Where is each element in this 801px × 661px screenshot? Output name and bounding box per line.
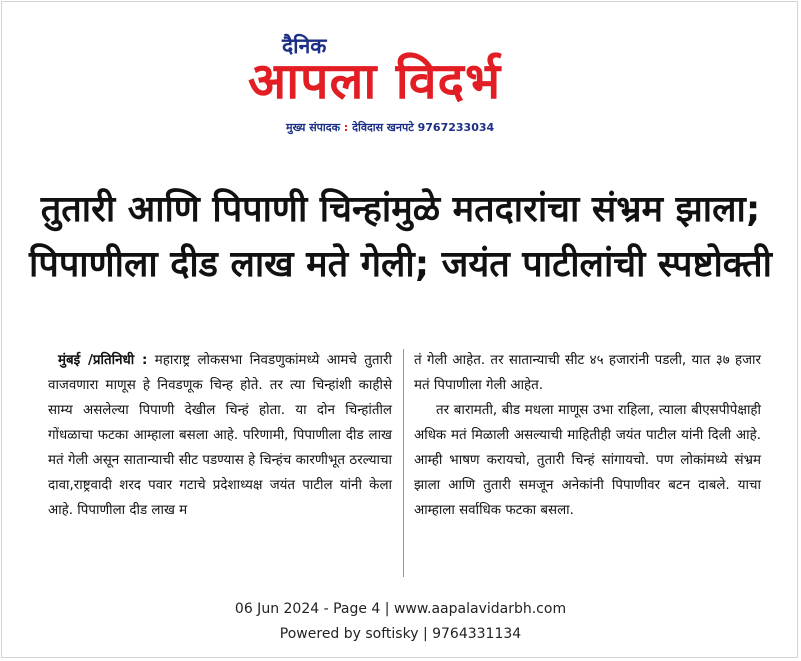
masthead-editor-line — [286, 122, 494, 133]
editor-name: देविदास खनपटे 9767233034 — [352, 121, 495, 134]
article-text: महाराष्ट्र लोकसभा निवडणुकांमध्ये आमचे तुतारी वाजवणारा माणूस हे निवडणूक चिन्ह होते. तर त्या चिन्हांशी काहीसे साम्य असलेल्या पिपाणी देखील चिन्हं होता. या दोन चिन्हांतील गोंधळाचा फटका आम्हाला बसला आहे. परिणामी, पिपाणीला दीड लाख मतं गेली असून सातान्याची सीट पडण्यास हे चिन्हंच कारणीभूत ठरल्याचा दावा,राष्ट्रवादी शरद पवार गटाचे प्रदेशाध्यक्ष जयंत पाटील यांनी केला आहे. पिपाणीला दीड लाख म — [48, 353, 392, 518]
editor-label: मुख्य संपादक — [286, 121, 341, 134]
footer-powered-by: Powered by softisky | 9764331134 — [279, 626, 522, 642]
article-column-left — [48, 348, 392, 523]
article-column-right — [414, 348, 761, 523]
column-divider — [403, 349, 404, 577]
article-paragraph — [48, 348, 392, 523]
masthead — [0, 0, 801, 145]
editor-separator: : — [343, 121, 349, 134]
footer-date-page: 06 Jun 2024 - Page 4 | www.aapalavidarbh.com — [234, 601, 567, 617]
article-paragraph: तर बारामती, बीड मधला माणूस उभा राहिला, त्याला बीएसपीपेक्षाही अधिक मतं मिळाली असल्याची माहितीही जयंत पाटील यांनी दिली आहे. आम्ही भाषण करायचो, तुतारी चिन्हं सांगायचो. पण लोकांमध्ये संभ्रम झाला आणि तुतारी समजून अनेकांनी पिपाणीवर बटन दाबले. याचा आम्हाला सर्वाधिक फटका बसला. — [414, 403, 761, 518]
masthead-dainik: दैनिक — [282, 34, 327, 58]
article-paragraph: तं गेली आहेत. तर सातान्याची सीट ४५ हजारांनी पडली, यात ३७ हजार मतं पिपाणीला गेली आहेत. — [414, 353, 761, 393]
masthead-title: आपला विदर्भ — [248, 52, 502, 110]
article-headline: तुतारी आणि पिपाणी चिन्हांमुळे मतदारांचा संभ्रम झाला; पिपाणीला दीड लाख मते गेली; जयंत पाटीलांची स्पष्टोक्ती — [29, 189, 772, 285]
article-dateline: मुंबई /प्रतिनिधी : — [58, 353, 148, 368]
